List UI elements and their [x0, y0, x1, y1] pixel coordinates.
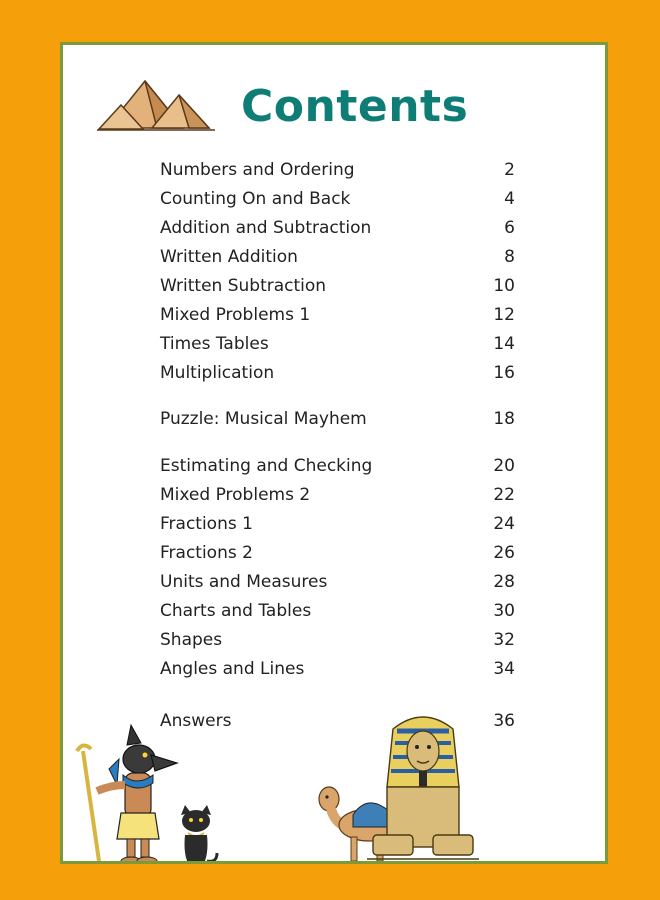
toc-entry-page: 32: [493, 630, 515, 650]
toc-entry-title: Estimating and Checking: [160, 456, 373, 476]
pyramids-illustration: [97, 73, 217, 133]
toc-entry-page: 28: [493, 572, 515, 592]
toc-entry-title: Addition and Subtraction: [160, 218, 372, 238]
toc-entry[interactable]: [160, 244, 515, 270]
toc-entry-page: 6: [504, 218, 515, 238]
contents-page: [60, 42, 608, 864]
toc-entry-page: 16: [493, 363, 515, 383]
toc-entry[interactable]: [160, 302, 515, 328]
anubis-illustration: [69, 721, 187, 864]
toc-entry-page: 22: [493, 485, 515, 505]
toc-entry-page: 24: [493, 514, 515, 534]
toc-entry[interactable]: [160, 598, 515, 624]
toc-entry-title: Fractions 1: [160, 514, 253, 534]
toc-entry-page: 36: [493, 711, 515, 731]
page-title: Contents: [241, 81, 469, 132]
toc-entry[interactable]: [160, 157, 515, 183]
toc-entry-page: 2: [504, 160, 515, 180]
toc-entry[interactable]: [160, 360, 515, 386]
toc-entry-title: Times Tables: [160, 334, 269, 354]
toc-entry-page: 34: [493, 659, 515, 679]
toc-entry[interactable]: [160, 569, 515, 595]
toc-entry[interactable]: [160, 331, 515, 357]
toc-entry-page: 4: [504, 189, 515, 209]
toc-entry-title: Puzzle: Musical Mayhem: [160, 409, 367, 429]
toc-entry-title: Units and Measures: [160, 572, 328, 592]
toc-entry-page: 10: [493, 276, 515, 296]
toc-entry-title: Counting On and Back: [160, 189, 351, 209]
toc-entry-title: Shapes: [160, 630, 223, 650]
toc-entry[interactable]: [160, 511, 515, 537]
toc-entry-title: Multiplication: [160, 363, 275, 383]
toc-entry-page: 18: [493, 409, 515, 429]
toc-entry[interactable]: [160, 540, 515, 566]
toc-entry[interactable]: [160, 186, 515, 212]
sphinx-illustration: [363, 709, 483, 864]
toc-entry-title: Mixed Problems 2: [160, 485, 311, 505]
toc-entry[interactable]: [160, 627, 515, 653]
toc-entry-title: Numbers and Ordering: [160, 160, 355, 180]
toc-entry-title: Answers: [160, 711, 232, 731]
toc-entry[interactable]: [160, 215, 515, 241]
toc-entry-page: 8: [504, 247, 515, 267]
toc-entry-page: 12: [493, 305, 515, 325]
toc-entry-page: 30: [493, 601, 515, 621]
cat-illustration: [171, 805, 221, 864]
toc-entry[interactable]: [160, 453, 515, 479]
toc-entry-title: Charts and Tables: [160, 601, 312, 621]
toc-entry[interactable]: [160, 273, 515, 299]
toc-entry[interactable]: [160, 406, 515, 432]
toc-entry[interactable]: [160, 482, 515, 508]
toc-entry-page: 26: [493, 543, 515, 563]
toc-entry-title: Written Addition: [160, 247, 298, 267]
toc-entry-title: Mixed Problems 1: [160, 305, 311, 325]
toc-entry[interactable]: [160, 656, 515, 682]
toc-entry-page: 20: [493, 456, 515, 476]
toc-entry-title: Angles and Lines: [160, 659, 305, 679]
toc-entry-title: Fractions 2: [160, 543, 253, 563]
toc-entry-title: Written Subtraction: [160, 276, 327, 296]
toc-entry-page: 14: [493, 334, 515, 354]
